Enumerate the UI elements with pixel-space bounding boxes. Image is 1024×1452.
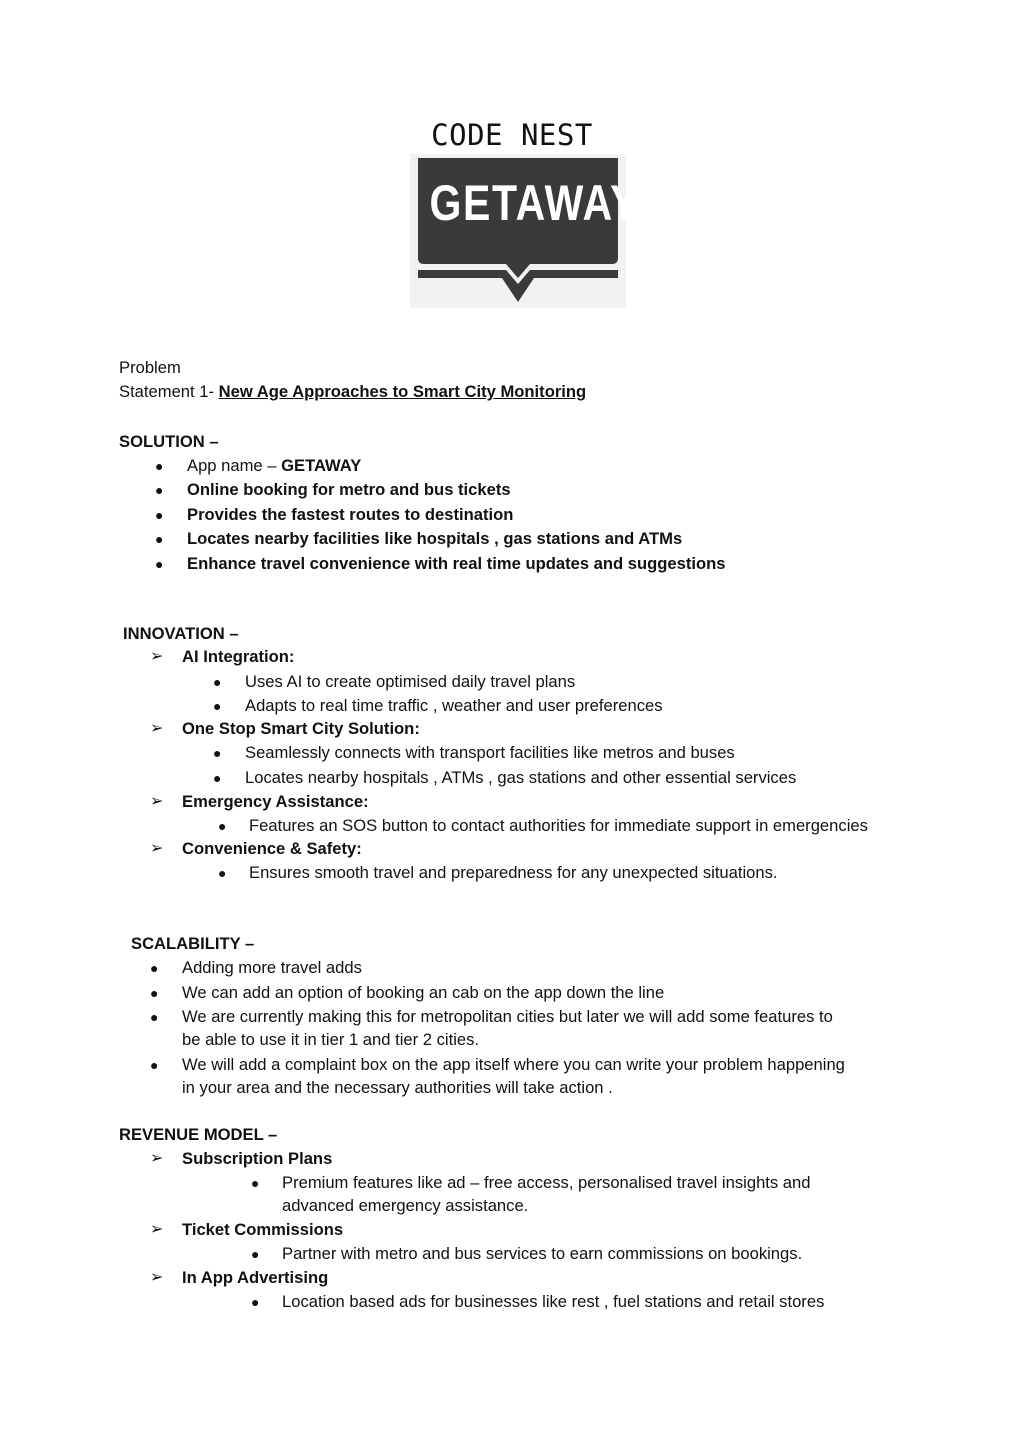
innovation-group-title: AI Integration: bbox=[182, 647, 295, 666]
solution-heading: SOLUTION – bbox=[119, 432, 219, 451]
bullet-icon: ● bbox=[155, 482, 164, 498]
revenue-heading: REVENUE MODEL – bbox=[119, 1125, 278, 1144]
innovation-group-title: Emergency Assistance: bbox=[182, 792, 369, 811]
bullet-icon: ● bbox=[150, 1009, 159, 1025]
bullet-icon: ● bbox=[213, 770, 222, 786]
solution-app-name bbox=[187, 455, 361, 477]
arrow-bullet-icon: ➢ bbox=[150, 840, 164, 857]
revenue-group-title: Ticket Commissions bbox=[182, 1220, 344, 1239]
bullet-icon: ● bbox=[251, 1246, 260, 1262]
arrow-bullet-icon: ➢ bbox=[150, 720, 164, 737]
getaway-logo bbox=[410, 154, 640, 308]
scalability-item: We will add a complaint box on the app itself where you can write your problem happening bbox=[182, 1055, 845, 1074]
arrow-bullet-icon: ➢ bbox=[150, 1150, 164, 1167]
revenue-group-title: In App Advertising bbox=[182, 1268, 329, 1287]
solution-item: Enhance travel convenience with real time updates and suggestions bbox=[187, 554, 726, 573]
solution-item: Provides the fastest routes to destination bbox=[187, 505, 514, 524]
bullet-icon: ● bbox=[155, 531, 164, 547]
bullet-icon: ● bbox=[213, 698, 222, 714]
innovation-group-title: Convenience & Safety: bbox=[182, 839, 362, 858]
bullet-icon: ● bbox=[150, 1057, 159, 1073]
bullet-icon: ● bbox=[213, 674, 222, 690]
innovation-group-title: One Stop Smart City Solution: bbox=[182, 719, 420, 738]
innovation-point: Adapts to real time traffic , weather and user preferences bbox=[245, 696, 663, 715]
app-name-prefix: App name – bbox=[187, 456, 282, 475]
arrow-bullet-icon: ➢ bbox=[150, 1221, 164, 1238]
scalability-item-continued: be able to use it in tier 1 and tier 2 cities. bbox=[182, 1030, 480, 1049]
innovation-point: Ensures smooth travel and preparedness for any unexpected situations. bbox=[249, 863, 778, 882]
revenue-group-title: Subscription Plans bbox=[182, 1149, 333, 1168]
revenue-point: Location based ads for businesses like rest , fuel stations and retail stores bbox=[282, 1292, 825, 1311]
bullet-icon: ● bbox=[150, 985, 159, 1001]
bullet-icon: ● bbox=[218, 818, 227, 834]
arrow-bullet-icon: ➢ bbox=[150, 793, 164, 810]
revenue-point: Premium features like ad – free access, personalised travel insights and bbox=[282, 1173, 811, 1192]
innovation-point: Locates nearby hospitals , ATMs , gas stations and other essential services bbox=[245, 768, 797, 787]
innovation-point: Features an SOS button to contact authorities for immediate support in emergencies bbox=[249, 816, 868, 835]
bullet-icon: ● bbox=[251, 1294, 260, 1310]
arrow-bullet-icon: ➢ bbox=[150, 1269, 164, 1286]
problem-statement-title: New Age Approaches to Smart City Monitoring bbox=[218, 382, 587, 401]
revenue-point-continued: advanced emergency assistance. bbox=[282, 1196, 529, 1215]
problem-statement-prefix: Statement 1- bbox=[119, 382, 219, 401]
scalability-item-continued: in your area and the necessary authorities will take action . bbox=[182, 1078, 613, 1097]
bullet-icon: ● bbox=[155, 507, 164, 523]
innovation-point: Uses AI to create optimised daily travel plans bbox=[245, 672, 576, 691]
scalability-item: We are currently making this for metropolitan cities but later we will add some features to bbox=[182, 1007, 833, 1026]
logo-wordmark: GETAWAY bbox=[429, 175, 640, 231]
app-name-value: GETAWAY bbox=[281, 456, 362, 475]
innovation-heading: INNOVATION – bbox=[123, 624, 239, 643]
arrow-bullet-icon: ➢ bbox=[150, 648, 164, 665]
bullet-icon: ● bbox=[218, 865, 227, 881]
problem-label: Problem bbox=[119, 358, 181, 377]
solution-item: Locates nearby facilities like hospitals , gas stations and ATMs bbox=[187, 529, 683, 548]
scalability-item: Adding more travel adds bbox=[182, 958, 362, 977]
problem-statement bbox=[119, 381, 586, 403]
bullet-icon: ● bbox=[155, 458, 164, 474]
scalability-heading: SCALABILITY – bbox=[131, 934, 255, 953]
bullet-icon: ● bbox=[150, 960, 159, 976]
bullet-icon: ● bbox=[213, 745, 222, 761]
innovation-point: Seamlessly connects with transport facilities like metros and buses bbox=[245, 743, 735, 762]
team-name: CODE NEST bbox=[431, 118, 593, 152]
scalability-item: We can add an option of booking an cab on the app down the line bbox=[182, 983, 665, 1002]
solution-item: Online booking for metro and bus tickets bbox=[187, 480, 511, 499]
revenue-point: Partner with metro and bus services to earn commissions on bookings. bbox=[282, 1244, 803, 1263]
bullet-icon: ● bbox=[251, 1175, 260, 1191]
bullet-icon: ● bbox=[155, 556, 164, 572]
